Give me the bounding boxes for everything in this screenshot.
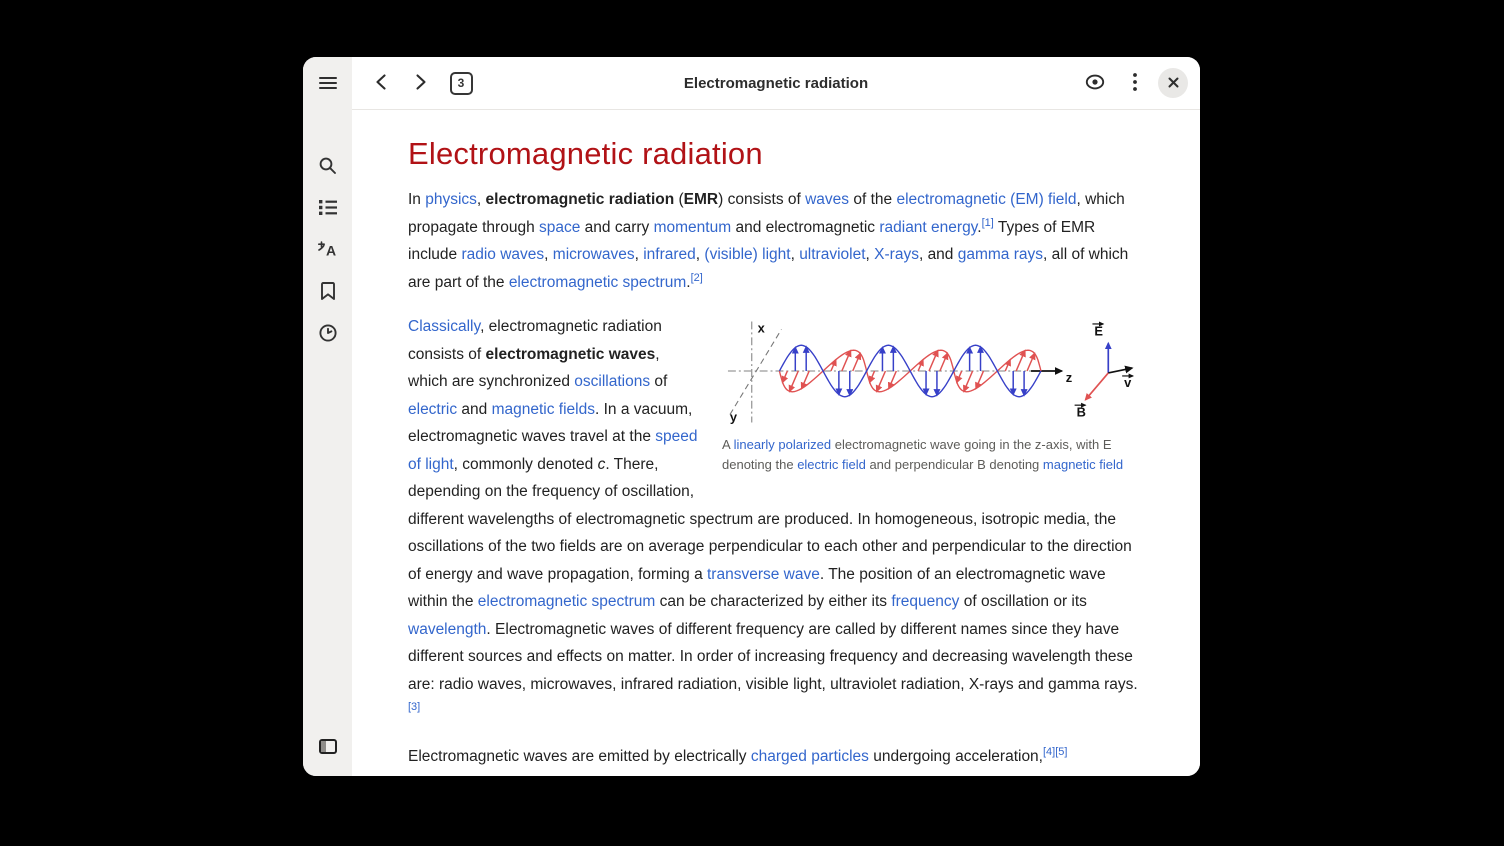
velocity-label: v xyxy=(1124,374,1132,390)
history-clock-icon xyxy=(319,324,337,342)
citation-ref[interactable]: [5] xyxy=(1055,745,1068,758)
search-button[interactable] xyxy=(310,147,346,183)
citation-ref[interactable]: [4] xyxy=(1043,745,1056,758)
vector-triad xyxy=(1075,323,1133,419)
em-wave-image[interactable] xyxy=(722,315,1138,427)
article-link[interactable]: radio waves xyxy=(461,246,545,263)
article-link[interactable]: X-rays xyxy=(874,246,919,263)
article-link[interactable]: microwaves xyxy=(552,246,635,263)
figure-caption: A linearly polarized electromagnetic wave going in the z-axis, with E denoting the electric field and perpendicular B denoting magnetic field xyxy=(722,437,1124,472)
article-link[interactable]: wavelength xyxy=(408,620,487,638)
eye-icon xyxy=(1084,74,1106,93)
article-link[interactable]: waves xyxy=(805,191,850,208)
article-link[interactable]: ultraviolet xyxy=(799,246,866,263)
language-button[interactable] xyxy=(310,231,346,267)
toc-list-icon xyxy=(319,200,337,215)
article-link[interactable]: magnetic field xyxy=(1042,457,1124,472)
article-link[interactable]: Classically xyxy=(408,318,481,335)
tab-overview-button[interactable] xyxy=(444,66,478,100)
forward-chevron-icon xyxy=(416,74,426,93)
article-link[interactable]: (visible) light xyxy=(704,246,791,263)
reader-mode-button[interactable] xyxy=(1078,66,1112,100)
back-chevron-icon xyxy=(376,74,386,93)
sidebar xyxy=(303,57,352,776)
article-link[interactable]: oscillations xyxy=(574,373,651,390)
article-link[interactable]: frequency xyxy=(891,593,960,610)
article-paragraph-2: Classically, electromagnetic radiation consists of electromagnetic waves, which are synchronized oscillations of electric and magnetic fields. In a vacuum, electromagnetic waves travel at the speed of light, commonly denoted c. There, depending on the frequency of oscillation, different wavelengths of electromagnetic spectrum are produced. In homogeneous, isotropic media, the oscillations of the two fields are on average perpendicular to each other and perpendicular to the direction of energy and wave propagation, forming a transverse wave. The position of an electromagnetic wave within the electromagnetic spectrum can be characterized by either its frequency of oscillation or its wavelength. Electromagnetic waves of different frequency are called by different names since they have different sources and effects on matter. In order of increasing frequency and decreasing wavelength these are: radio waves, microwaves, infrared radiation, visible light, ultraviolet radiation, X-rays and gamma rays.[3] xyxy=(408,318,1138,713)
b-field-label: B xyxy=(1076,404,1086,420)
article-link[interactable]: momentum xyxy=(653,218,732,236)
article-link[interactable]: electric xyxy=(408,400,458,418)
app-menu-button[interactable] xyxy=(1118,66,1152,100)
em-wave-figure xyxy=(722,315,1138,475)
article-link[interactable]: electric field xyxy=(797,457,866,472)
search-icon xyxy=(318,156,337,175)
header-bar xyxy=(352,57,1200,110)
citation-ref[interactable]: [3] xyxy=(408,700,421,713)
tab-count-badge: 3 xyxy=(450,72,473,95)
bookmark-icon xyxy=(321,282,335,300)
z-axis-label: z xyxy=(1065,369,1073,385)
article-link[interactable]: electromagnetic spectrum xyxy=(508,273,687,291)
close-button[interactable] xyxy=(1158,68,1188,98)
main-menu-button[interactable] xyxy=(310,65,346,101)
article-link[interactable]: electromagnetic spectrum xyxy=(477,593,656,610)
history-button[interactable] xyxy=(310,315,346,351)
sidebar-toggle-icon xyxy=(319,739,337,754)
citation-ref[interactable]: [2] xyxy=(690,271,703,284)
article-view[interactable] xyxy=(352,110,1200,776)
x-axis-label: x xyxy=(757,320,765,336)
article-link[interactable]: infrared xyxy=(643,246,696,263)
forward-button[interactable] xyxy=(404,66,438,100)
back-button[interactable] xyxy=(364,66,398,100)
y-axis-line xyxy=(730,329,782,414)
article-link[interactable]: gamma rays xyxy=(957,246,1044,263)
kebab-menu-icon xyxy=(1133,73,1137,94)
sidebar-toggle-button[interactable] xyxy=(310,728,346,764)
bookmarks-button[interactable] xyxy=(310,273,346,309)
article-link[interactable]: magnetic fields xyxy=(491,400,595,418)
article-link[interactable]: physics xyxy=(425,191,477,208)
svg-text:A: A xyxy=(325,242,336,257)
close-icon xyxy=(1168,76,1179,91)
article-link[interactable]: space xyxy=(539,218,581,236)
y-axis-label: y xyxy=(729,409,738,425)
window-title: Electromagnetic radiation xyxy=(683,74,869,92)
hamburger-menu-icon xyxy=(319,76,337,90)
toc-button[interactable] xyxy=(310,189,346,225)
article-paragraph-3: Electromagnetic waves are emitted by electrically charged particles undergoing acceleration,[4][5] xyxy=(408,745,1068,765)
article-title: Electromagnetic radiation xyxy=(408,136,763,171)
citation-ref[interactable]: [1] xyxy=(981,216,994,229)
article-link[interactable]: linearly polarized xyxy=(733,437,832,452)
article-link[interactable]: speed of light xyxy=(408,428,698,473)
article-link[interactable]: transverse wave xyxy=(707,565,820,583)
language-icon xyxy=(318,241,338,257)
app-window xyxy=(303,57,1200,776)
article-paragraph-1: In physics, electromagnetic radiation (EMR) consists of waves of the electromagnetic (EM) field, which propagate through space and carry momentum and electromagnetic radiant energy.[1] Types of EMR include radio waves, microwaves, infrared, (visible) light, ultraviolet, X-rays, and gamma rays, all of which are part of the electromagnetic spectrum.[2] xyxy=(408,191,1129,291)
article-link[interactable]: electromagnetic (EM) field xyxy=(896,191,1077,208)
article-link[interactable]: radiant energy xyxy=(879,218,978,236)
e-field-label: E xyxy=(1094,323,1103,339)
article-link[interactable]: charged particles xyxy=(750,747,869,765)
